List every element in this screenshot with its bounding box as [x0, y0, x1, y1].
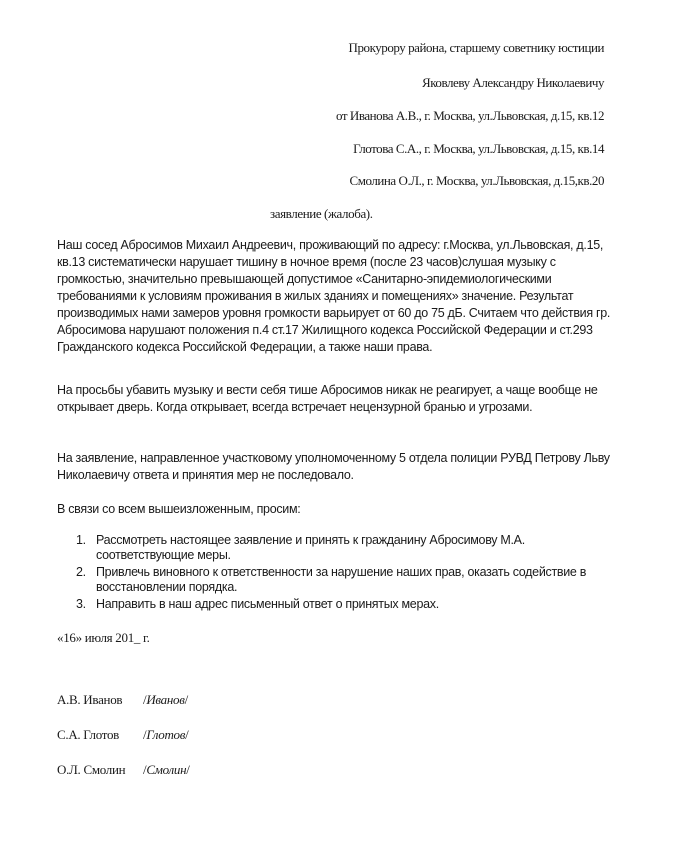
list-item [76, 597, 596, 612]
signature-row: О.Л. Смолин /Смолин/ [57, 762, 190, 777]
signer-name: С.А. Глотов [57, 727, 120, 742]
complaint-paragraph: Наш сосед Абросимов Михаил Андреевич, проживающий по адресу: г.Москва, ул.Львовская, д.15, кв.13 систематически нарушает тишину в ночное время (после 23 часов)слушая музыку с громкостью, значительно превышающей допустимое «Санитарно-эпидемиологическими требованиями к условиям проживания в жилых зданиях и помещениях» значение. Результат производимых нами замеров уровня громкости варьирует от 60 до 75 дБ. Считаем что действия гр. Абросимова нарушают положения п.4 ст.17 Жилищного кодекса Российской Федерации и ст.293 Гражданского кодекса Российской Федерации, а также наши права. [57, 238, 611, 354]
signature-row: С.А. Глотов /Глотов/ [57, 727, 189, 742]
list-item-number: 1. [76, 533, 86, 547]
signer-name: А.В. Иванов [57, 692, 123, 707]
signature: Иванов [146, 692, 185, 707]
signer-name: О.Л. Смолин [57, 762, 126, 777]
document-date: «16» июля 201_ г. [57, 630, 150, 645]
addressee-line: Прокурору района, старшему советнику юстиции [348, 40, 604, 55]
signature: Глотов [146, 727, 186, 742]
document-title: заявление (жалоба). [270, 206, 373, 221]
list-item-number: 3. [76, 597, 86, 611]
list-item-text: Рассмотреть настоящее заявление и принять к гражданину Абросимову М.А. соответствующие меры. [96, 533, 525, 562]
complaint-paragraph: На просьбы убавить музыку и вести себя тише Абросимов никак не реагирует, а чаще вообще не открывает дверь. Когда открывает, всегда встречает нецензурной бранью и угрозами. [57, 383, 598, 414]
list-item [76, 533, 596, 563]
request-list [76, 533, 596, 614]
request-intro: В связи со всем вышеизложенным, просим: [57, 502, 301, 516]
signature: Смолин [146, 762, 187, 777]
complaint-paragraph: На заявление, направленное участковому уполномоченному 5 отдела полиции РУВД Петрову Льву Николаевичу ответа и принятия мер не последовало. [57, 451, 610, 482]
list-item [76, 565, 596, 595]
sender-line-glotov: Глотова С.А., г. Москва, ул.Львовская, д.15, кв.14 [353, 141, 604, 156]
list-item-number: 2. [76, 565, 86, 579]
list-item-text: Привлечь виновного к ответственности за нарушение наших прав, оказать содействие в восстановлении порядка. [96, 565, 587, 594]
signature-row: А.В. Иванов /Иванов/ [57, 692, 188, 707]
list-item-text: Направить в наш адрес письменный ответ о принятых мерах. [96, 597, 439, 611]
sender-line-smolin: Смолина О.Л., г. Москва, ул.Львовская, д.15,кв.20 [349, 173, 604, 188]
addressee-name: Яковлеву Александру Николаевичу [421, 75, 604, 90]
sender-line-ivanov: от Иванова А.В., г. Москва, ул.Львовская, д.15, кв.12 [335, 108, 604, 123]
